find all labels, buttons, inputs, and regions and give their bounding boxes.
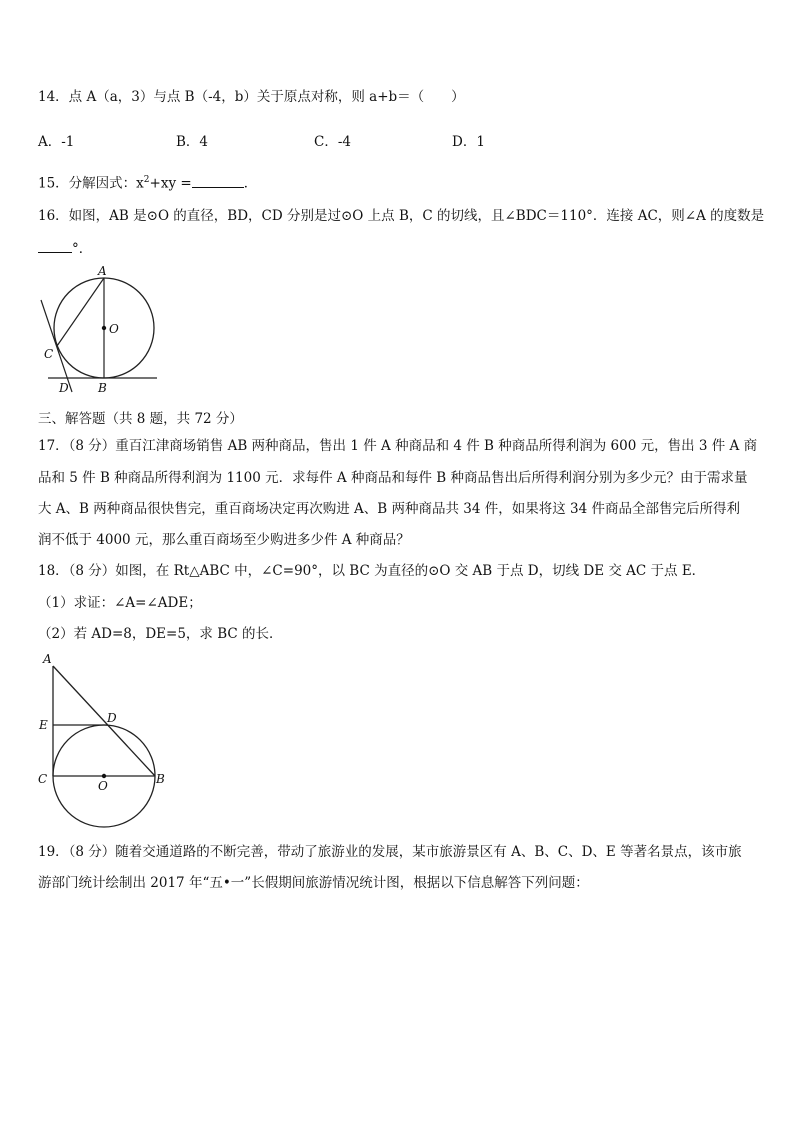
q16-label-a: A bbox=[98, 264, 107, 278]
q16-stem-line2 bbox=[38, 240, 92, 257]
q16-label-o: O bbox=[109, 322, 119, 336]
q18-label-o: O bbox=[98, 779, 108, 793]
q16-chord-ac bbox=[57, 278, 104, 346]
q17-line-3: 大 A、B 两种商品很快售完，重百商场决定再次购进 A、B 两种商品共 34 件，如果将这 34 件商品全部售完后所得利 bbox=[38, 501, 741, 517]
q17-line-2: 品和 5 件 B 种商品所得利润为 1100 元．求每件 A 种商品和每件 B 种商品售出后所得利润分别为多少元？由于需求量 bbox=[38, 470, 748, 486]
q15-exponent: 2 bbox=[143, 175, 150, 185]
q18-label-a: A bbox=[43, 652, 52, 666]
q16-label-d: D bbox=[59, 381, 69, 394]
q15-answer-blank bbox=[192, 175, 244, 188]
q14-option-c: C．-4 bbox=[314, 134, 351, 150]
q15-prefix: 15．分解因式：x bbox=[38, 175, 144, 192]
q16-suffix: °． bbox=[72, 241, 93, 257]
q18-part-2: （2）若 AD=8，DE=5，求 BC 的长． bbox=[38, 626, 283, 642]
q18-center-point bbox=[102, 774, 106, 778]
q18-label-b: B bbox=[156, 772, 165, 786]
q18-side-ab bbox=[53, 666, 155, 776]
q14-stem: 14．点 A（a，3）与点 B（-4，b）关于原点对称，则 a+b＝（ ） bbox=[38, 89, 465, 105]
q14-option-d: D．1 bbox=[452, 134, 485, 150]
q18-label-d: D bbox=[107, 711, 117, 725]
q16-label-c: C bbox=[44, 347, 54, 361]
q16-figure bbox=[30, 264, 160, 394]
q18-figure bbox=[34, 650, 174, 830]
q15-stem bbox=[38, 172, 257, 192]
q17-line-1: 17．（8 分）重百江津商场销售 AB 两种商品，售出 1 件 A 种商品和 4 件 B 种商品所得利润为 600 元，售出 3 件 A 商 bbox=[38, 438, 758, 454]
q15-suffix: ． bbox=[243, 175, 258, 192]
q16-center-point bbox=[102, 326, 106, 330]
q17-line-4: 润不低于 4000 元，那么重百商场至少购进多少件 A 种商品？ bbox=[38, 532, 410, 548]
q18-stem: 18．（8 分）如图，在 Rt△ABC 中，∠C=90°，以 BC 为直径的⊙O 交 AB 于点 D，切线 DE 交 AC 于点 E． bbox=[38, 563, 706, 579]
q18-label-e: E bbox=[39, 718, 48, 732]
q15-middle: +xy = bbox=[149, 175, 192, 192]
q19-line-2: 游部门统计绘制出 2017 年“五•一”长假期间旅游情况统计图，根据以下信息解答下列问题： bbox=[38, 875, 589, 891]
q18-part-1: （1）求证：∠A=∠ADE； bbox=[38, 595, 202, 611]
q14-option-b: B．4 bbox=[176, 134, 209, 150]
q14-option-a: A．-1 bbox=[38, 134, 75, 150]
q16-answer-blank bbox=[38, 240, 72, 253]
q16-label-b: B bbox=[98, 381, 107, 394]
q19-line-1: 19．（8 分）随着交通道路的不断完善，带动了旅游业的发展，某市旅游景区有 A、B、C、D、E 等著名景点，该市旅 bbox=[38, 844, 742, 860]
section-3-heading: 三、解答题（共 8 题，共 72 分） bbox=[38, 411, 243, 427]
q18-label-c: C bbox=[38, 772, 48, 786]
q16-stem: 16．如图，AB 是⊙O 的直径，BD，CD 分别是过⊙O 上点 B，C 的切线，且∠BDC＝110°．连接 AC，则∠A 的度数是 bbox=[38, 208, 765, 224]
